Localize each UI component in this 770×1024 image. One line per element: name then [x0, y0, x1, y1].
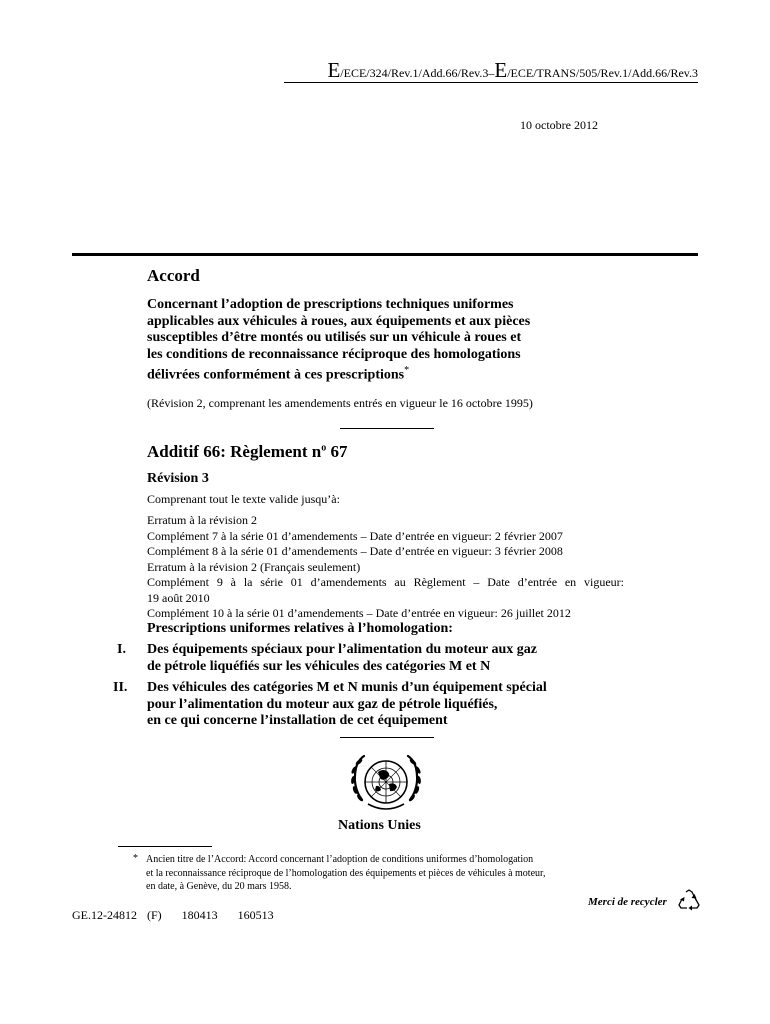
footnote-line: Ancien titre de l’Accord: Accord concernant l’adoption de conditions uniformes d’homologation [146, 854, 534, 865]
recycle-text: Merci de recycler [588, 896, 667, 908]
symbol-rest-2: /ECE/TRANS/505/Rev.1/Add.66/Rev.3 [507, 66, 698, 80]
addendum-title-text: Additif 66: Règlement n [147, 442, 322, 461]
footnote-line: en date, à Genève, du 20 mars 1958. [146, 881, 292, 892]
amendment-item: Erratum à la révision 2 [147, 513, 257, 527]
section-line: Des équipements spéciaux pour l’alimentation du moteur aux gaz [147, 642, 537, 657]
footnote-line: et la reconnaissance réciproque de l’homologation des équipements et pièces de véhicules à moteur, [146, 867, 546, 879]
intro-block [147, 297, 587, 384]
intro-line: susceptibles d’être montés ou utilisés sur un véhicule à roues et [147, 330, 522, 345]
job-number: GE.12-24812 (F) 180413 160513 [72, 908, 274, 922]
section-line: de pétrole liquéfiés sur les véhicules des catégories M et N [147, 658, 491, 674]
symbol-rest-1: /ECE/324/Rev.1/Add.66/Rev.3– [340, 66, 495, 80]
amendment-item: Complément 8 à la série 01 d’amendements – Date d’entrée en vigueur: 3 février 2008 [147, 544, 563, 558]
revision-note: (Révision 2, comprenant les amendements entrés en vigueur le 16 octobre 1995) [147, 396, 533, 410]
organization-name: Nations Unies [338, 818, 421, 833]
addendum-superscript: o [321, 442, 327, 454]
section-line: Des véhicules des catégories M et N munis d’un équipement spécial [147, 680, 547, 695]
un-emblem-icon [340, 750, 432, 820]
prescriptions-heading: Prescriptions uniformes relatives à l’homologation: [147, 621, 453, 636]
revision-label: Révision 3 [147, 471, 209, 486]
document-symbol [284, 58, 698, 83]
amendment-list [147, 513, 624, 622]
section-number: I. [117, 642, 126, 657]
section-title [147, 680, 617, 730]
symbol-letter-1: E [327, 58, 341, 82]
document-date: 10 octobre 2012 [520, 118, 598, 132]
amendment-item: Complément 9 à la série 01 d’amendements au Règlement – Date d’entrée en vigueur: [147, 575, 624, 589]
intro-line: applicables aux véhicules à roues, aux équipements et aux pièces [147, 313, 531, 329]
amendment-item: Complément 7 à la série 01 d’amendements – Date d’entrée en vigueur: 2 février 2007 [147, 528, 563, 543]
section-line: pour l’alimentation du moteur aux gaz de pétrole liquéfiés, [147, 696, 498, 712]
footnote-mark: * [133, 853, 138, 864]
section-number: II. [113, 680, 128, 695]
footnote-reference[interactable]: * [404, 365, 410, 376]
footnote-text [146, 853, 626, 894]
amendment-item: 19 août 2010 [147, 590, 210, 605]
section-title [147, 642, 617, 675]
intro-line: Concernant l’adoption de prescriptions techniques uniformes [147, 297, 514, 312]
amendment-item: Complément 10 à la série 01 d’amendements – Date d’entrée en vigueur: 26 juillet 2012 [147, 606, 571, 620]
recycle-icon [677, 889, 701, 911]
intro-line: les conditions de reconnaissance réciproque des homologations [147, 346, 521, 362]
amendment-item: Erratum à la révision 2 (Français seulement) [147, 559, 361, 574]
symbol-letter-2: E [494, 58, 508, 82]
intro-line [147, 363, 587, 384]
main-divider [72, 253, 698, 256]
includes-text: Comprenant tout le texte valide jusqu’à: [147, 492, 340, 506]
separator-rule [340, 428, 434, 429]
document-title: Accord [147, 266, 200, 285]
section-line: en ce qui concerne l’installation de cet équipement [147, 713, 448, 728]
separator-rule [340, 737, 434, 738]
regulation-number: 67 [326, 442, 348, 461]
addendum-title [147, 442, 347, 462]
footnote-rule [118, 846, 212, 847]
header-rule [284, 82, 698, 83]
intro-line-text: délivrées conformément à ces prescriptions [147, 367, 405, 383]
